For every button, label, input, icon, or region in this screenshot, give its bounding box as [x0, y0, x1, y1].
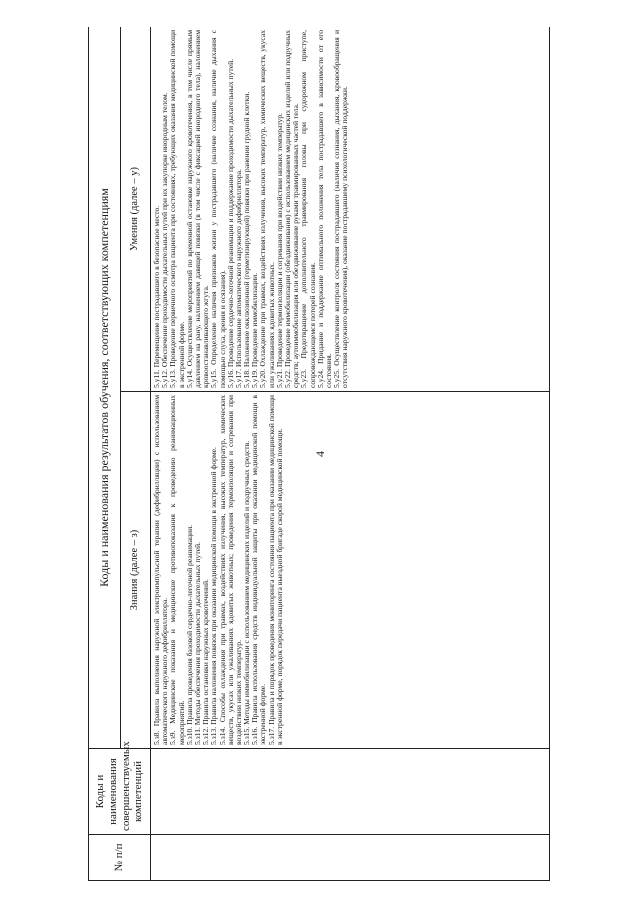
competency-table-frame [88, 27, 550, 881]
skill-item: 5.у17. Использование автоматического наружного дефибриллятора. [233, 169, 243, 388]
header-competency-codes: Коды и наименования совершенствуемых компетенций [89, 749, 151, 835]
skill-item: 5.у19. Проведение иммобилизации. [250, 272, 260, 388]
skill-item: 5.у15. Определение наличия признаков жизни у пострадавшего (наличие сознания, наличие дыхания с помощью слуха, зрения и осязания). [209, 29, 227, 388]
skill-item: 5.у24. Придание и поддержание оптимального положения тела пострадавшего в зависимости от его состояния. [315, 29, 333, 388]
page-number: 4 [313, 451, 327, 457]
table-header-row [89, 27, 121, 881]
skill-item: 5.у13. Проведение первичного осмотра пациента при состояниях, требующих оказания медицинской помощи в экстренной форме. [168, 29, 186, 388]
header-knowledge: Знания (далее – з) [121, 392, 151, 749]
knowledge-item: 5.з8. Правила выполнения наружной электроимпульсной терапии (дефибрилляции) с использованием автоматического наружного дефибриллятора. [152, 395, 170, 745]
skill-item: 5.у18. Наложение окклюзионной (герметизирующей) повязки при ранении грудной клетки. [242, 91, 252, 388]
knowledge-item: 5.з9. Медицинские показания и медицинские противопоказания к проведению реанимационных мероприятий. [168, 395, 186, 745]
header-skills: Умения (далее – у) [121, 27, 151, 392]
knowledge-item: 5.з13. Правила наложения повязок при оказании медицинской помощи в экстренной форме. [209, 447, 219, 745]
knowledge-item: 5.з17. Правила и порядок проведения мониторинга состояния пациента при оказании медицинской помощи в экстренной форме, порядок передачи пациента выездной бригаде скорой медицинской помощи. [266, 395, 284, 745]
skills-cell [151, 27, 550, 392]
skill-item: 5.у12. Обеспечение проходимости дыхательных путей при их закупорке инородным телом. [160, 92, 170, 388]
skill-item: 5.у23. Предотвращение дополнительного травмирования головы при судорожном приступе, сопровождающемся потерей сознания. [299, 29, 317, 388]
header-learning-results: Коды и наименования результатов обучения, соответствующих компетенциям [89, 27, 121, 749]
knowledge-item: 5.з12. Правила остановки наружных кровотечений. [201, 579, 211, 745]
table-row [151, 27, 550, 881]
knowledge-item: 5.з14. Способы охлаждения при травмах, воздействиях излучения, высоких температур, химических веществ, укусах или ужаливаниях ядовитых животных; проведения термоизоляции и согревания при воздействии низких температур. [217, 395, 243, 745]
skill-item: 5.у11. Перемещение пострадавшего в безопасное место. [152, 205, 161, 388]
knowledge-item: 5.з11. Методы обеспечения проходимости дыхательных путей. [192, 541, 202, 745]
skill-item: 5.у22. Проведение иммобилизации (обездвиживания) с использованием медицинских изделий или подручных средств; аутоиммобилизация или обездвиживание руками травмированных частей тела. [283, 29, 301, 388]
row-number-cell [151, 835, 550, 881]
header-row-number: № п/п [89, 835, 151, 881]
competency-results-table [88, 27, 550, 881]
skill-item: 5.у20. Охлаждение при травмах, воздействиях излучения, высоких температур, химических веществ, укусах или ужаливаниях ядовитых животных. [258, 29, 276, 388]
skill-item: 5.у21. Проведение термоизоляции и согревания при воздействии низких температур. [274, 112, 284, 388]
rotated-table-wrapper [88, 27, 550, 881]
competency-code-cell [151, 749, 550, 835]
skill-item: 5.у14. Осуществление мероприятий по временной остановке наружного кровотечения, в том числе прямым давлением на рану, наложением давящей повязки (в том числе с фиксацией инородного тела), наложением кровоостанавливающего жгута. [184, 29, 211, 388]
knowledge-item: 5.з15. Методы иммобилизации с использованием медицинских изделий и подручных средств. [242, 440, 252, 745]
knowledge-cell [151, 392, 550, 749]
knowledge-item: 5.з16. Правила использования средств индивидуальной защиты при оказании медицинской помощи в экстренной форме. [250, 395, 268, 745]
skill-item: 5.у25. Осуществление контроля состояния пострадавшего (наличия сознания, дыхания, кровообращения и отсутствия наружного кровотечения), оказание пострадавшему психологической поддержки. [332, 29, 350, 388]
knowledge-item: 5.з10. Правила проведения базовой сердечно-легочной реанимации. [184, 524, 194, 745]
skill-item: 5.у16. Проведение сердечно-легочной реанимации и поддержание проходимости дыхательных путей. [225, 58, 235, 388]
